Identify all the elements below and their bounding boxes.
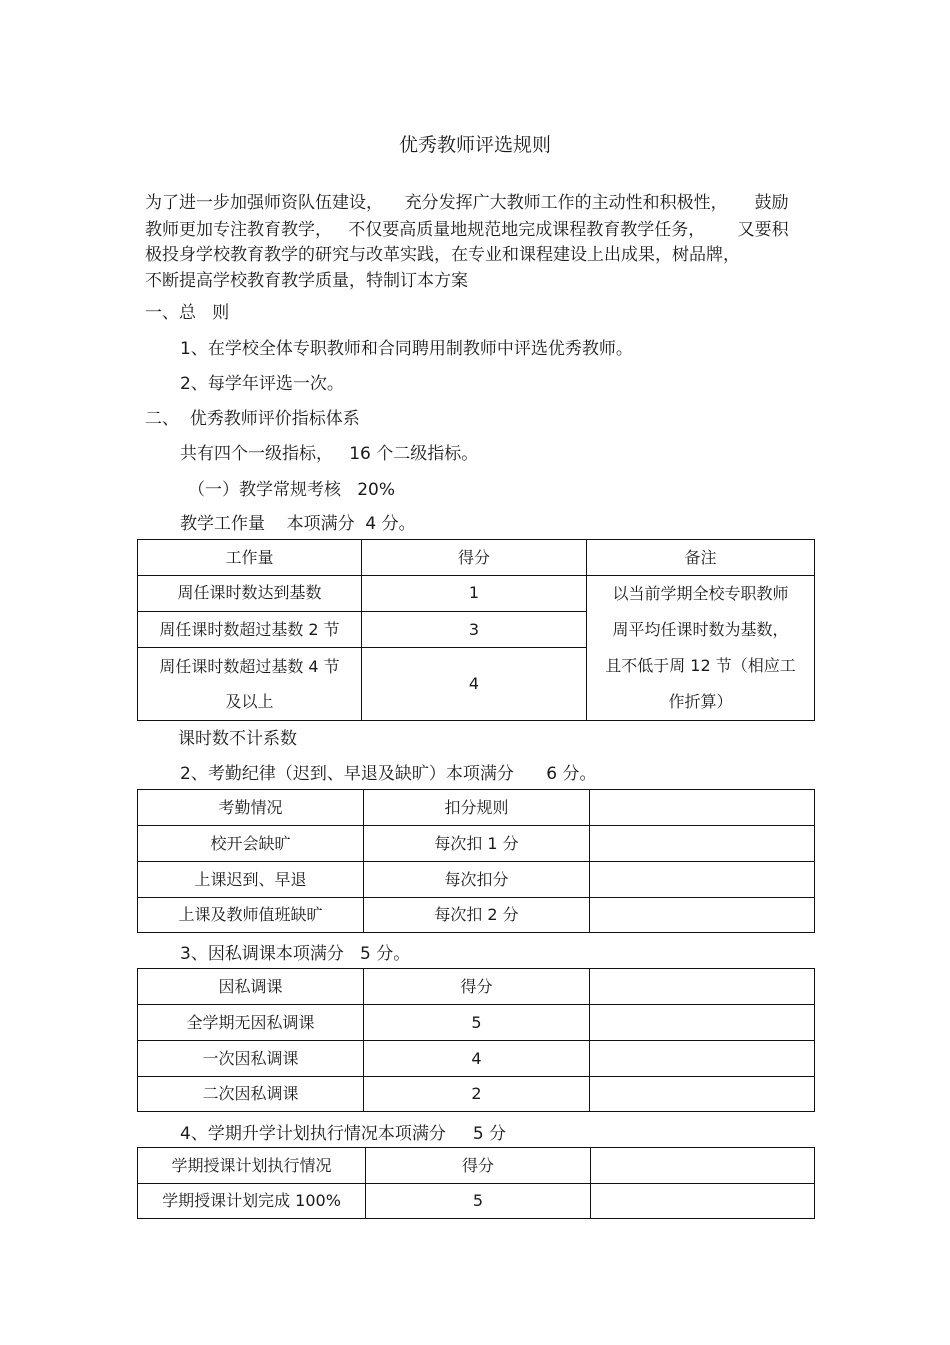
document-title: 优秀教师评选规则 xyxy=(398,134,551,156)
table-cell xyxy=(590,1077,815,1112)
table-cell: 全学期无因私调课 xyxy=(138,1005,364,1041)
table-row xyxy=(138,1005,815,1041)
table-cell: 4 xyxy=(362,648,587,721)
table-cell: 每次扣 2 分 xyxy=(364,898,590,933)
table-cell: 每次扣分 xyxy=(364,862,590,898)
intro-line-3: 极投身学校教育教学的研究与改革实践，在专业和课程建设上出成果，树品牌， xyxy=(145,245,740,265)
table-header-row xyxy=(138,790,815,826)
personal-swap-table xyxy=(137,968,815,1112)
table-cell: 学期授课计划完成 100% xyxy=(138,1184,366,1219)
section1-item-1: 1、在学校全体专职教师和合同聘用制教师中评选优秀教师。 xyxy=(180,339,633,359)
table-cell: 5 xyxy=(364,1005,590,1041)
table-row xyxy=(138,1041,815,1077)
workload-intro: 教学工作量 本项满分 4 分。 xyxy=(180,514,416,534)
attendance-table xyxy=(137,789,815,933)
remark-line: 周平均任课时数为基数， xyxy=(612,620,789,639)
item3-line: 3、因私调课本项满分 5 分。 xyxy=(180,944,411,964)
table-cell: 上课及教师值班缺旷 xyxy=(138,898,364,933)
table-header-cell: 得分 xyxy=(362,540,587,576)
table-cell: 4 xyxy=(364,1041,590,1077)
plan-execution-table xyxy=(137,1147,815,1219)
item2-line: 2、考勤纪律（迟到、早退及缺旷）本项满分 6 分。 xyxy=(180,764,597,784)
remark-line: 且不低于周 12 节（相应工 xyxy=(605,656,796,675)
table-header-cell: 工作量 xyxy=(138,540,362,576)
table-cell: 校开会缺旷 xyxy=(138,826,364,862)
table-cell xyxy=(590,1005,815,1041)
table-header-row xyxy=(138,969,815,1005)
table-row xyxy=(138,576,815,612)
table-cell: 3 xyxy=(362,611,587,648)
table-cell xyxy=(590,862,815,898)
table-cell: 2 xyxy=(364,1077,590,1112)
table-row xyxy=(138,862,815,898)
intro-line-1: 为了进一步加强师资队伍建设， 充分发挥广大教师工作的主动性和积极性， 鼓励 xyxy=(145,193,789,213)
table-header-cell: 得分 xyxy=(364,969,590,1005)
section1-item-2: 2、每学年评选一次。 xyxy=(180,374,344,394)
note-line: 课时数不计系数 xyxy=(178,729,297,749)
table-cell xyxy=(590,1041,815,1077)
table-header-row xyxy=(138,1148,815,1184)
section2-summary: 共有四个一级指标， 16 个二级指标。 xyxy=(180,444,479,464)
item4-line: 4、学期升学计划执行情况本项满分 5 分 xyxy=(180,1124,507,1144)
section2-heading: 二、 优秀教师评价指标体系 xyxy=(145,409,360,429)
remark-cell xyxy=(587,576,815,721)
section1-heading: 一、总 则 xyxy=(145,303,230,323)
table-row xyxy=(138,1077,815,1112)
table-header-cell xyxy=(590,790,815,826)
table-cell: 周任课时数达到基数 xyxy=(138,576,362,612)
workload-table xyxy=(137,539,815,721)
table-cell xyxy=(590,826,815,862)
table-header-cell xyxy=(591,1148,815,1184)
table-row xyxy=(138,1184,815,1219)
table-row xyxy=(138,898,815,933)
table-header-cell: 学期授课计划执行情况 xyxy=(138,1148,366,1184)
table-cell: 周任课时数超过基数 2 节 xyxy=(138,611,362,648)
table-header-cell: 得分 xyxy=(366,1148,591,1184)
cell-line: 及以上 xyxy=(225,692,274,712)
table-cell: 上课迟到、早退 xyxy=(138,862,364,898)
remark-line: 作折算） xyxy=(668,692,733,711)
table-row xyxy=(138,826,815,862)
table-header-cell: 因私调课 xyxy=(138,969,364,1005)
table-cell: 1 xyxy=(362,576,587,612)
remark-line: 以当前学期全校专职教师 xyxy=(612,584,789,603)
table-cell xyxy=(591,1184,815,1219)
cell-line: 周任课时数超过基数 4 节 xyxy=(159,657,340,677)
table-header-cell: 考勤情况 xyxy=(138,790,364,826)
intro-line-2: 教师更加专注教育教学， 不仅要高质量地规范地完成课程教育教学任务， 又要积 xyxy=(145,220,789,240)
table-header-row xyxy=(138,540,815,576)
table-cell xyxy=(590,898,815,933)
section2-sub1: （一）教学常规考核 20% xyxy=(188,480,395,500)
table-cell: 一次因私调课 xyxy=(138,1041,364,1077)
table-cell: 5 xyxy=(366,1184,591,1219)
intro-line-4: 不断提高学校教育教学质量，特制订本方案 xyxy=(145,271,468,291)
table-header-cell: 扣分规则 xyxy=(364,790,590,826)
table-cell: 二次因私调课 xyxy=(138,1077,364,1112)
table-cell xyxy=(138,648,362,721)
table-cell: 每次扣 1 分 xyxy=(364,826,590,862)
table-header-cell: 备注 xyxy=(587,540,815,576)
table-header-cell xyxy=(590,969,815,1005)
